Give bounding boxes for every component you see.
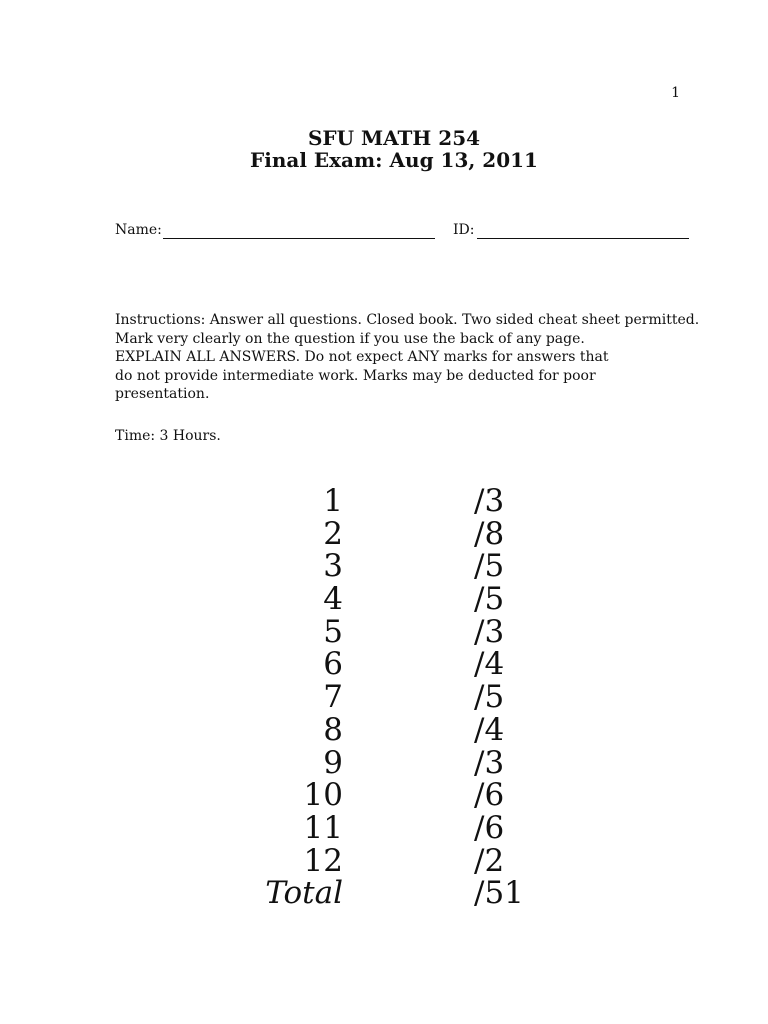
- question-marks: /3: [474, 744, 505, 781]
- score-row: [250, 681, 550, 714]
- score-row: [250, 550, 550, 583]
- name-label: Name:: [115, 222, 162, 238]
- question-number: 1: [323, 483, 343, 519]
- score-row-total: [250, 877, 550, 910]
- instruction-line: EXPLAIN ALL ANSWERS. Do not expect ANY marks for answers that: [115, 349, 609, 365]
- id-blank-line[interactable]: [477, 238, 689, 239]
- name-blank-line[interactable]: [163, 238, 435, 239]
- instructions: [115, 311, 700, 404]
- question-marks: /8: [474, 515, 505, 552]
- question-marks: /5: [474, 548, 505, 585]
- question-number: 2: [323, 515, 343, 552]
- score-row: [250, 583, 550, 616]
- instruction-line: Mark very clearly on the question if you use the back of any page.: [115, 330, 585, 347]
- page-number: 1: [671, 85, 680, 101]
- score-row: [250, 648, 550, 681]
- question-number: 8: [323, 711, 343, 748]
- score-row: [250, 485, 550, 518]
- score-row: [250, 779, 550, 812]
- question-marks: /6: [474, 809, 505, 846]
- question-number: 5: [323, 613, 343, 650]
- question-marks: /5: [474, 679, 505, 716]
- id-label: ID:: [453, 222, 475, 238]
- score-table: [250, 485, 550, 910]
- score-row: [250, 515, 550, 552]
- question-number: 12: [303, 842, 343, 879]
- instruction-line: presentation.: [115, 386, 210, 402]
- exam-title: [0, 127, 768, 171]
- question-marks: /4: [474, 711, 505, 748]
- score-row: [250, 744, 550, 781]
- question-marks: /3: [474, 483, 505, 519]
- score-row: [250, 842, 550, 879]
- question-number: 9: [323, 744, 343, 781]
- question-number: 11: [303, 809, 343, 846]
- question-marks: /3: [474, 613, 505, 650]
- score-row: [250, 711, 550, 748]
- total-marks: /51: [474, 875, 524, 912]
- time-limit: Time: 3 Hours.: [115, 428, 221, 444]
- score-row: [250, 613, 550, 650]
- question-marks: /5: [474, 581, 505, 618]
- question-marks: /2: [474, 842, 505, 879]
- question-number: 3: [323, 548, 343, 585]
- course-title: SFU MATH 254: [307, 126, 481, 150]
- score-row: [250, 809, 550, 846]
- question-marks: /6: [474, 777, 505, 814]
- total-label: Total: [265, 875, 343, 912]
- exam-date-title: Final Exam: Aug 13, 2011: [250, 148, 538, 172]
- question-number: 4: [323, 581, 343, 618]
- instruction-line: Instructions: Answer all questions. Closed book. Two sided cheat sheet permitted.: [115, 312, 700, 328]
- question-number: 10: [303, 777, 343, 814]
- student-info-row: [115, 222, 695, 244]
- question-marks: /4: [474, 646, 505, 683]
- question-number: 6: [323, 646, 343, 683]
- instruction-line: do not provide intermediate work. Marks may be deducted for poor: [115, 367, 596, 384]
- question-number: 7: [323, 679, 343, 716]
